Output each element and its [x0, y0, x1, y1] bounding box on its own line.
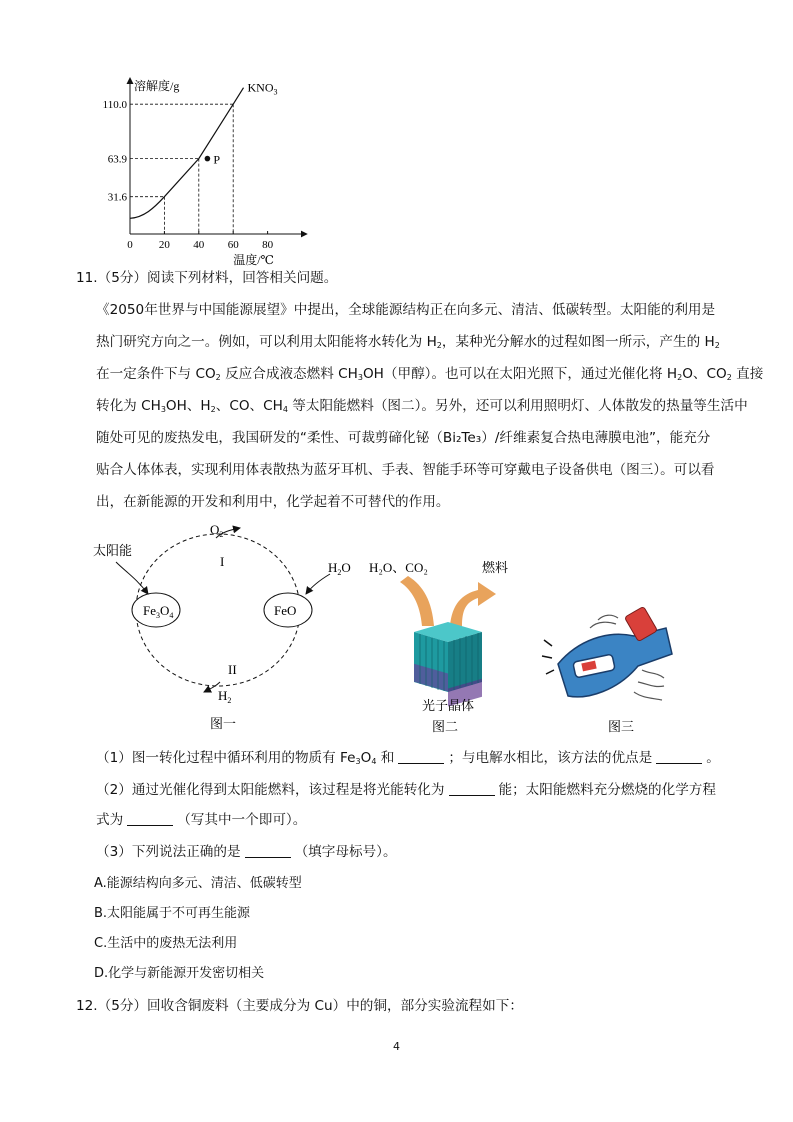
y-axis-label: 溶解度/g	[134, 79, 180, 93]
fe3o4-label: $Fe_3O_4$	[143, 603, 174, 620]
point-p-marker	[205, 156, 211, 162]
solubility-chart	[90, 70, 310, 270]
h2o-label: $H_2O$	[328, 560, 351, 577]
point-p-label: P	[213, 152, 221, 167]
figure-1-caption: 图一	[210, 717, 237, 732]
option-b: B.太阳能属于不可再生能源	[94, 906, 251, 921]
photonic-crystal-label: 光子晶体	[422, 699, 475, 714]
q11-sub2-line2: 式为 （写其中一个即可）。	[96, 812, 307, 828]
feo-label: FeO	[274, 603, 297, 618]
input-arrow	[400, 576, 434, 626]
y-tick-label: 63.9	[107, 153, 127, 166]
x-axis-label: 温度/℃	[233, 253, 274, 267]
step-ii-label: II	[228, 662, 237, 677]
answer-blank-1a[interactable]	[398, 750, 444, 764]
option-d: D.化学与新能源开发密切相关	[94, 966, 265, 981]
q11-paragraph-line-5: 随处可见的废热发电，我国研发的“柔性、可裁剪碲化铋（Bi₂Te₃）/纤维素复合热电薄膜电池”，能充分	[96, 430, 711, 446]
option-c: C.生活中的废热无法利用	[94, 936, 238, 951]
answer-blank-1b[interactable]	[656, 750, 702, 764]
x-tick-label: 40	[193, 239, 205, 251]
h2-label: $H_2$	[218, 688, 232, 705]
q11-paragraph-line-4: 转化为 $CH_3OH$、$H_2$、CO、$CH_4$ 等太阳能燃料（图二）。另外，还可以利用照明灯、人体散发的热量等生活中	[96, 398, 748, 414]
solar-energy-label: 太阳能	[93, 544, 133, 559]
answer-blank-2a[interactable]	[449, 782, 495, 796]
x-tick-label: 80	[262, 239, 274, 251]
y-tick-label: 110.0	[102, 99, 127, 112]
h2o-input-arrow	[306, 574, 330, 594]
x-tick-label: 60	[227, 239, 239, 251]
fe3o4-node	[132, 593, 180, 627]
chart-plot-layer	[103, 78, 307, 267]
q11-sub1: （1）图一转化过程中循环利用的物质有 $Fe_3O_4$ 和 ；与电解水相比，该方法的优点是 。	[96, 750, 720, 766]
q11-paragraph-line-6: 贴合人体体表，实现利用体表散热为蓝牙耳机、手表、智能手环等可穿戴电子设备供电（图三）。可以看	[96, 462, 715, 478]
inputs-label: H₂O、CO₂	[369, 560, 428, 575]
q11-sub2-line1: （2）通过光催化得到太阳能燃料，该过程是将光能转化为 能；太阳能燃料充分燃烧的化学方程	[96, 782, 716, 798]
question-12-heading: 12.（5分）回收含铜废料（主要成分为 Cu）中的铜，部分实验流程如下：	[76, 998, 523, 1014]
hand-with-band-illustration	[542, 606, 672, 700]
q11-paragraph-line-2: 热门研究方向之一。例如，可以利用太阳能将水转化为 $H_2$，某种光分解水的过程如图一所示，产生的 $H_2$	[96, 334, 720, 350]
page-number: 4	[393, 1040, 400, 1053]
kno3-series-label: $KNO_3$	[247, 80, 278, 97]
x-tick-label: 20	[158, 239, 170, 251]
y-tick-label: 31.6	[107, 191, 127, 204]
figure-3-caption: 图三	[608, 720, 635, 735]
figure-2-caption: 图二	[432, 720, 459, 735]
answer-blank-2b[interactable]	[127, 812, 173, 826]
q11-paragraph-line-1: 《2050年世界与中国能源展望》中提出，全球能源结构正在向多元、清洁、低碳转型。太阳能的利用是	[96, 302, 716, 318]
q11-sub3: （3）下列说法正确的是 （填字母标号）。	[96, 844, 397, 860]
figure-3-wearable-device	[538, 600, 678, 736]
option-a: A.能源结构向多元、清洁、低碳转型	[94, 876, 302, 891]
answer-blank-3[interactable]	[245, 844, 291, 858]
x-tick-label: 0	[127, 239, 133, 251]
fuel-output-arrow	[450, 582, 496, 626]
o2-label: $O_2$	[210, 522, 224, 539]
photonic-crystal-cube	[414, 622, 482, 706]
q11-paragraph-line-7: 出，在新能源的开发和利用中，化学起着不可替代的作用。	[96, 494, 450, 510]
figure-2-photonic-crystal	[366, 552, 526, 736]
q11-paragraph-line-3: 在一定条件下与 $CO_2$ 反应合成液态燃料 $CH_3OH$（甲醇）。也可以在太阳光照下，通过光催化将 $H_2O$、$CO_2$ 直接	[96, 366, 764, 382]
kno3-solubility-curve	[130, 88, 244, 219]
fuel-label: 燃料	[482, 561, 509, 576]
figure-1-cycle-diagram	[88, 518, 368, 736]
step-i-label: I	[220, 554, 225, 569]
question-11-heading: 11.（5分）阅读下列材料，回答相关问题。	[76, 270, 338, 286]
